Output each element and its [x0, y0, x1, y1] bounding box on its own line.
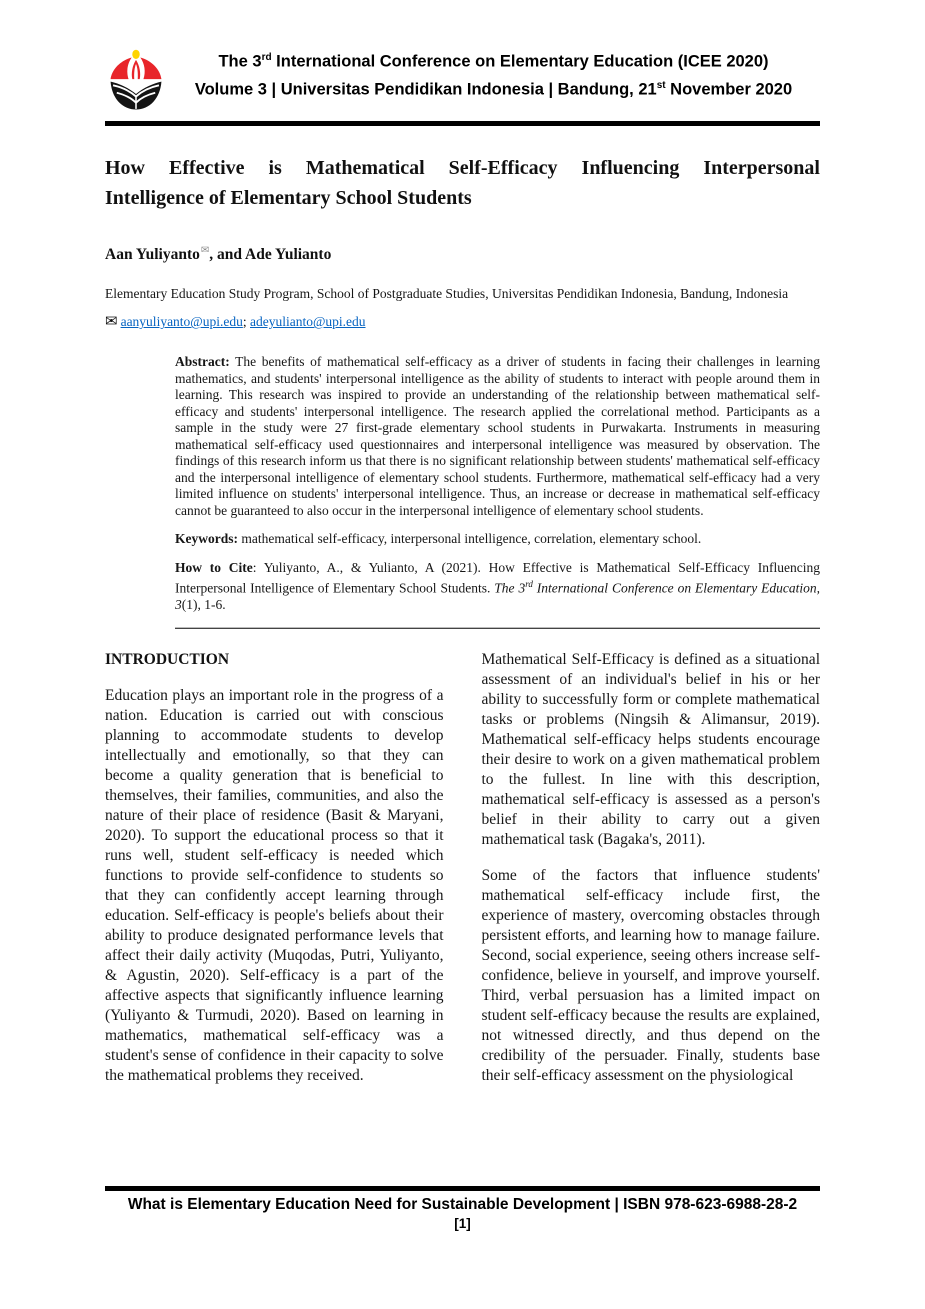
email-link-2[interactable]: adeyulianto@upi.edu: [250, 314, 366, 330]
ordinal-superscript: st: [656, 79, 666, 91]
right-column-paragraph-2: Some of the factors that influence students' mathematical self-efficacy include first, the experience of mastery, overcoming obstacles through persistent efforts, and learning how to manage failure. Second, social experience, seeing others increase self-confidence, believe in yourself, and improve yourself. Third, verbal persuasion has a limited impact on student self-efficacy because the results are explained, not witnessed directly, and thus depend on the credibility of the persuader. Finally, students base their self-efficacy assessment on the physiological: [481, 866, 820, 1084]
paper-title-line2: Intelligence of Elementary School Students: [105, 187, 472, 209]
abstract-block: [175, 354, 820, 629]
author-2: , and Ade Yulianto: [209, 246, 332, 264]
left-column: [105, 650, 444, 1086]
page-number: [1]: [454, 1216, 471, 1231]
paper-title-line1: How Effective is Mathematical Self-Efficacy Influencing Interpersonal: [105, 157, 820, 179]
how-to-cite-label: How to Cite: [175, 559, 253, 575]
keywords-line: Keywords: mathematical self-efficacy, interpersonal intelligence, correlation, elementary school.: [175, 531, 702, 547]
footer-rule: [105, 1186, 820, 1191]
upi-logo-icon: [105, 48, 167, 114]
affiliation: Elementary Education Study Program, School of Postgraduate Studies, Universitas Pendidikan Indonesia, Bandung, Indonesia: [105, 286, 789, 302]
ordinal-superscript: rd: [261, 52, 272, 63]
envelope-icon: ✉: [105, 314, 118, 331]
footer-conference-text: What is Elementary Education Need for Sustainable Development | ISBN 978-623-6988-28-2: [127, 1196, 798, 1213]
abstract-label: Abstract:: [175, 354, 230, 370]
authors-line: [105, 245, 820, 264]
two-column-section: [105, 650, 820, 1086]
right-column: [482, 650, 821, 1086]
introduction-paragraph: Education plays an important role in the progress of a nation. Education is carried out with conscious planning to accommodate students to develop intellectually and emotionally, so that they can become a quality generation that is beneficial to themselves, their families, communities, and also the nature of their place of residence (Basit & Maryani, 2020). To support the educational process so that it runs well, student self-efficacy is needed which functions to provide self-confidence to students so that they can confidently accept learning through education. Self-efficacy is people's beliefs about their ability to produce designated performance levels that affect their daily activity (Muqodas, Putri, Yuliyanto, & Agustin, 2020). Self-efficacy is a part of the affective aspects that significantly influence learning (Yuliyanto & Turmudi, 2020). Based on learning in mathematics, mathematical self-efficacy was a student's sense of confidence in their capacity to solve the mathematical problems they received.: [105, 686, 444, 1084]
paper-body: [105, 153, 820, 1086]
abstract-paragraph: Abstract: The benefits of mathematical self-efficacy as a driver of students in facing their challenges in learning mathematics, and students' interpersonal intelligence as the ability of students to interact with people around them in learning. This research was inspired to provide an understanding of the relationship between mathematical self-efficacy and students' interpersonal intelligence. The research applied the correlational method. Participants as a sample in the study were 27 first-grade elementary school students in Purwakarta. Instruments in measuring mathematical self-efficacy used questionnaires and interpersonal intelligence was measured by observation. The findings of this research inform us that there is no significant relationship between students' mathematical self-efficacy and the interpersonal intelligence of elementary school students. Furthermore, mathematical self-efficacy had a very limited influence on students' interpersonal intelligence. Thus, an increase or decrease in mathematical self-efficacy cannot be guaranteed to also occur in the interpersonal intelligence of elementary school students.: [175, 354, 820, 518]
keywords-label: Keywords:: [175, 531, 238, 547]
introduction-heading: INTRODUCTION: [105, 650, 230, 668]
section-divider-rule: [175, 627, 820, 629]
how-to-cite: How to Cite: Yuliyanto, A., & Yulianto, A (2021). How Effective is Mathematical Self-Efficacy Influencing Interpersonal Intelligence of Elementary School Students. The 3rd International Conference on Elementary Education, 3(1), 1-6.: [175, 559, 821, 613]
right-column-paragraph-1: Mathematical Self-Efficacy is defined as a situational assessment of an individual's belief in his or her ability to successfully form or complete mathematical tasks or problems (Ningsih & Alimansur, 2019). Mathematical self-efficacy helps students encourage their desire to work on a given mathematical problem to the fullest. In line with this description, mathematical self-efficacy is assessed as a person's belief in their ability to carry out a given mathematical task (Bagaka's, 2011).: [481, 650, 820, 848]
paper-title: [105, 153, 820, 213]
email-line: [105, 312, 820, 331]
conference-subtitle: Volume 3 | Universitas Pendidikan Indonesia | Bandung, 21st November 2020: [194, 79, 793, 98]
corresponding-author-envelope-icon: ✉: [200, 245, 210, 256]
header-rule: [105, 121, 820, 126]
email-separator: ;: [242, 314, 247, 330]
author-1: Aan Yuliyanto: [105, 246, 200, 264]
conference-title: The 3rd International Conference on Elementary Education (ICEE 2020): [218, 52, 769, 71]
page-footer: [105, 1186, 820, 1231]
email-link-1[interactable]: aanyuliyanto@upi.edu: [120, 314, 243, 330]
conference-header: [105, 0, 820, 114]
ordinal-superscript: rd: [525, 579, 533, 590]
